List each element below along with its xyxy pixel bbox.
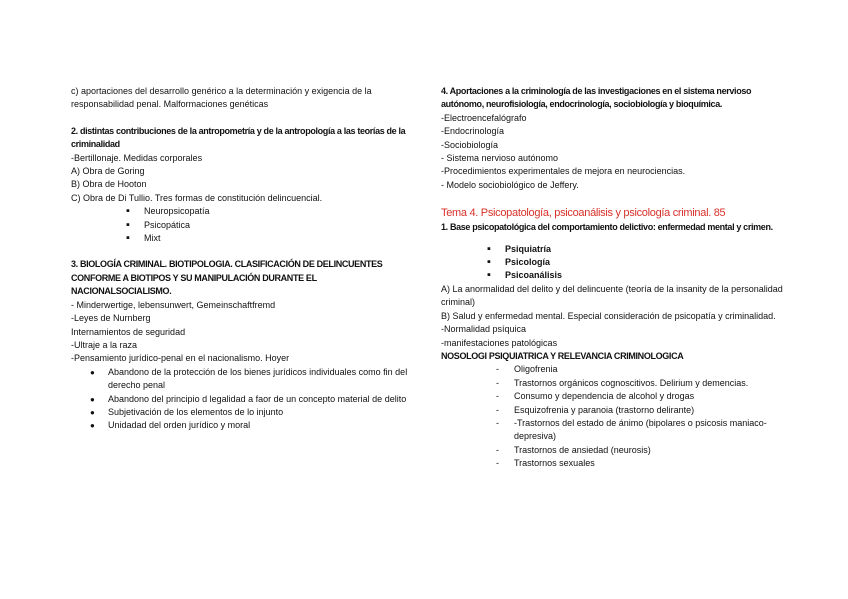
list-item: ▪ Psicología	[441, 256, 786, 269]
list-item: ▪ Neuropsicopatía	[71, 205, 417, 218]
text-line: A) Obra de Goring	[71, 166, 145, 177]
left-column	[71, 85, 417, 433]
section-4-heading: 4. Aportaciones a la criminología de las investigaciones en el sistema nervioso autónomo, neurofisiología, endocrinología, sociobiología y bioquímica.	[441, 86, 752, 110]
text-line: C) Obra de Di Tullio. Tres formas de constitución delincuencial.	[71, 192, 323, 203]
text-line: - Modelo sociobiológico de Jeffery.	[441, 179, 579, 190]
right-column	[441, 85, 786, 471]
tema-4-section-1-heading: 1. Base psicopatológica del comportamiento delictivo: enfermedad mental y crimen.	[441, 222, 773, 233]
intro-paragraph: c) aportaciones del desarrollo genérico a la determinación y exigencia de la responsabilidad penal. Malformaciones genéticas	[71, 86, 372, 110]
list-item: - Trastornos orgánicos cognoscitivos. Delirium y demencias.	[441, 377, 786, 390]
text-line: -Leyes de Nurnberg	[71, 313, 151, 324]
text-line: B) Obra de Hooton	[71, 179, 147, 190]
hoyer-list	[71, 366, 417, 433]
list-item: ▪ Psiquiatría	[441, 243, 786, 256]
tema-4-title: Tema 4. Psicopatología, psicoanálisis y psicología criminal. 85	[441, 207, 726, 220]
list-item: ▪ Psicoanálisis	[441, 269, 786, 282]
section-2-heading: 2. distintas contribuciones de la antropometría y de la antropología a las teorías de la criminalidad	[71, 125, 406, 150]
text-line: -Normalidad psíquica	[441, 324, 527, 335]
text-line: -Ultraje a la raza	[71, 339, 138, 350]
text-line: -manifestaciones patológicas	[441, 337, 558, 348]
text-line: -Sociobiología	[441, 139, 499, 150]
list-item: - Esquizofrenia y paranoia (trastorno delirante)	[441, 404, 786, 417]
list-item: ▪ Psicopática	[71, 219, 417, 232]
list-item: ● Subjetivación de los elementos de lo injunto	[71, 406, 417, 419]
list-item: - -Trastornos del estado de ánimo (bipolares o psicosis maniaco-depresiva)	[441, 417, 786, 444]
text-line: - Sistema nervioso autónomo	[441, 153, 559, 164]
text-line: A) La anormalidad del delito y del delincuente (teoría de la insanity de la personalidad criminal)	[441, 283, 783, 308]
list-item: - Trastornos de ansiedad (neurosis)	[441, 444, 786, 457]
text-line: -Bertillonaje. Medidas corporales	[71, 152, 203, 163]
list-item: ▪ Mixt	[71, 232, 417, 245]
list-item: ● Unidadad del orden jurídico y moral	[71, 419, 417, 432]
nosology-heading: NOSOLOGI PSIQUIATRICA Y RELEVANCIA CRIMINOLOGICA	[441, 350, 684, 361]
list-item: ● Abandono del principio d legalidad a faor de un concepto material de delito	[71, 393, 417, 406]
list-item: - Oligofrenia	[441, 363, 786, 376]
section-3-heading: 3. BIOLOGÍA CRIMINAL. BIOTIPOLOGIA. CLASIFICACIÓN DE DELINCUENTES CONFORME A BIOTIPOS Y SU MANIPULACIÓN DURANTE EL NACIONALSOCIALISMO.	[71, 259, 383, 297]
nosology-list	[441, 363, 786, 470]
text-line: B) Salud y enfermedad mental. Especial consideración de psicopatía y criminalidad.	[441, 310, 776, 321]
list-item: - Consumo y dependencia de alcohol y drogas	[441, 390, 786, 403]
text-line: -Pensamiento jurídico-penal en el nacionalismo. Hoyer	[71, 353, 290, 364]
text-line: - Minderwertige, lebensunwert, Gemeinschaftfremd	[71, 299, 276, 310]
text-line: -Electroencefalógrafo	[441, 112, 527, 123]
list-item: - Trastornos sexuales	[441, 457, 786, 470]
text-line: -Procedimientos experimentales de mejora en neurociencias.	[441, 166, 686, 177]
constitution-forms-list	[71, 205, 417, 245]
text-line: Internamientos de seguridad	[71, 326, 186, 337]
list-item: ● Abandono de la protección de los bienes jurídicos individuales como fin del derecho penal	[71, 366, 417, 393]
text-line: -Endocrinología	[441, 126, 505, 137]
disciplines-list	[441, 243, 786, 283]
